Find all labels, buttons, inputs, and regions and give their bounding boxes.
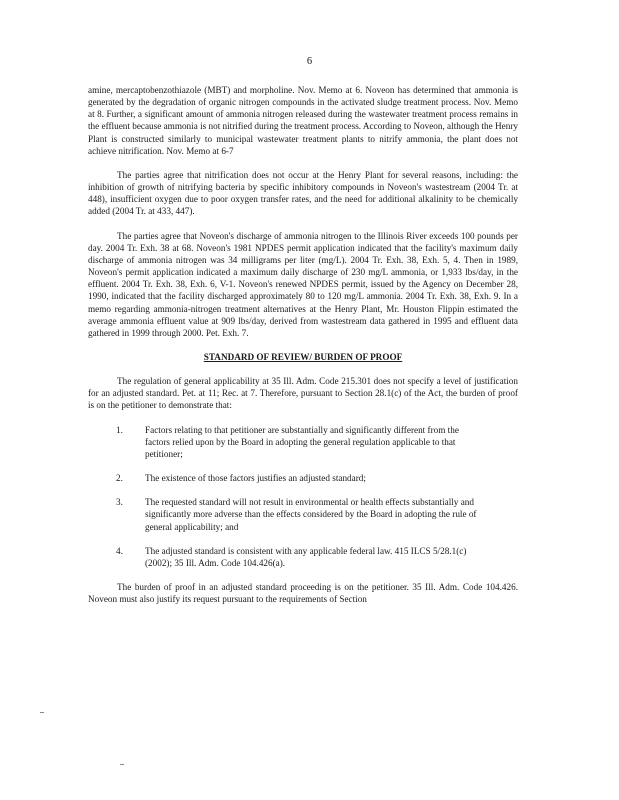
list-item-number: 1. bbox=[116, 424, 123, 435]
list-item-number: 2. bbox=[116, 473, 123, 484]
list-item-text: The existence of those factors justifies an adjusted standard; bbox=[145, 473, 366, 484]
page-number: 6 bbox=[306, 56, 313, 67]
list-item bbox=[88, 545, 518, 569]
list-item bbox=[88, 472, 518, 484]
document-body bbox=[88, 84, 518, 617]
paragraph-regulation: The regulation of general applicability at 35 Ill. Adm. Code 215.301 does not specify a level of justification for an adjusted standard. Pet. at 11; Rec. at 7. Therefore, pursuant to Section 28.1(c) of the Act, the burden of proof is on the petitioner to demonstrate that: bbox=[88, 376, 518, 411]
list-item-text: The requested standard will not result in environmental or health effects substantially and significantly more adverse than the effects considered by the Board in adopting the rule of general applicability; and bbox=[145, 497, 477, 532]
requirements-list bbox=[88, 424, 518, 569]
paragraph-ammonia-discharge: The parties agree that Noveon's discharge of ammonia nitrogen to the Illinois River exceeds 100 pounds per day. 2004 Tr. Exh. 38 at 68. Noveon's 1981 NPDES permit application indicated that the facility's maximum daily discharge of ammonia nitrogen was 34 milligrams per liter (mg/L). 2004 Tr. Exh. 38, Exh. 5, 4. Then in 1989, Noveon's permit application indicated a maximum daily discharge of 230 mg/L ammonia, or 1,933 lbs/day, in the effluent. 2004 Tr. Exh. 38, Exh. 6, V-1. Noveon's renewed NPDES permit, issued by the Agency on December 28, 1990, indicated that the facility discharged approximately 80 to 120 mg/L ammonia. 2004 Tr. Exh. 38, Exh. 9. In a memo regarding ammonia-nitrogen treatment alternatives at the Henry Plant, Mr. Houston Flippin estimated the average ammonia effluent value at 909 lbs/day, derived from wastestream data gathered in 1995 and effluent data gathered in 1999 through 2000. Pet. Exh. 7. bbox=[88, 230, 518, 338]
section-heading: STANDARD OF REVIEW/ BURDEN OF PROOF bbox=[203, 351, 403, 362]
list-item-text: The adjusted standard is consistent with any applicable federal law. 415 ILCS 5/28.1(c) (2002); 35 Ill. Adm. Code 104.426(a). bbox=[145, 545, 467, 568]
scan-mark bbox=[120, 764, 124, 765]
scan-mark bbox=[40, 712, 44, 713]
list-item-number: 3. bbox=[116, 497, 123, 508]
list-item bbox=[88, 496, 518, 532]
paragraph-continued: amine, mercaptobenzothiazole (MBT) and morpholine. Nov. Memo at 6. Noveon has determined that ammonia is generated by the degradation of organic nitrogen compounds in the activated sludge treatment process. Nov. Memo at 8. Further, a significant amount of ammonia nitrogen released during the wastewater treatment process remains in the effluent because ammonia is not nitrified during the treatment process. According to Noveon, although the Henry Plant is constructed similarly to municipal wastewater treatment plants to nitrify ammonia, the plant does not achieve nitrification. Nov. Memo at 6-7 bbox=[88, 85, 518, 156]
list-item bbox=[88, 424, 518, 460]
paragraph-nitrification: The parties agree that nitrification does not occur at the Henry Plant for several reasons, including: the inhibition of growth of nitrifying bacteria by specific inhibitory compounds in Noveon's wastestream (2004 Tr. at 448), insufficient oxygen due to poor oxygen transfer rates, and the need for additional alkalinity to be chemically added (2004 Tr. at 433, 447). bbox=[88, 169, 518, 217]
list-item-number: 4. bbox=[116, 545, 123, 556]
paragraph-burden-of-proof: The burden of proof in an adjusted standard proceeding is on the petitioner. 35 Ill. Adm. Code 104.426. Noveon must also justify its request pursuant to the requirements of Section bbox=[88, 582, 518, 605]
list-item-text: Factors relating to that petitioner are substantially and significantly different from the factors relied upon by the Board in adopting the general regulation applicable to that petitioner; bbox=[145, 424, 459, 459]
